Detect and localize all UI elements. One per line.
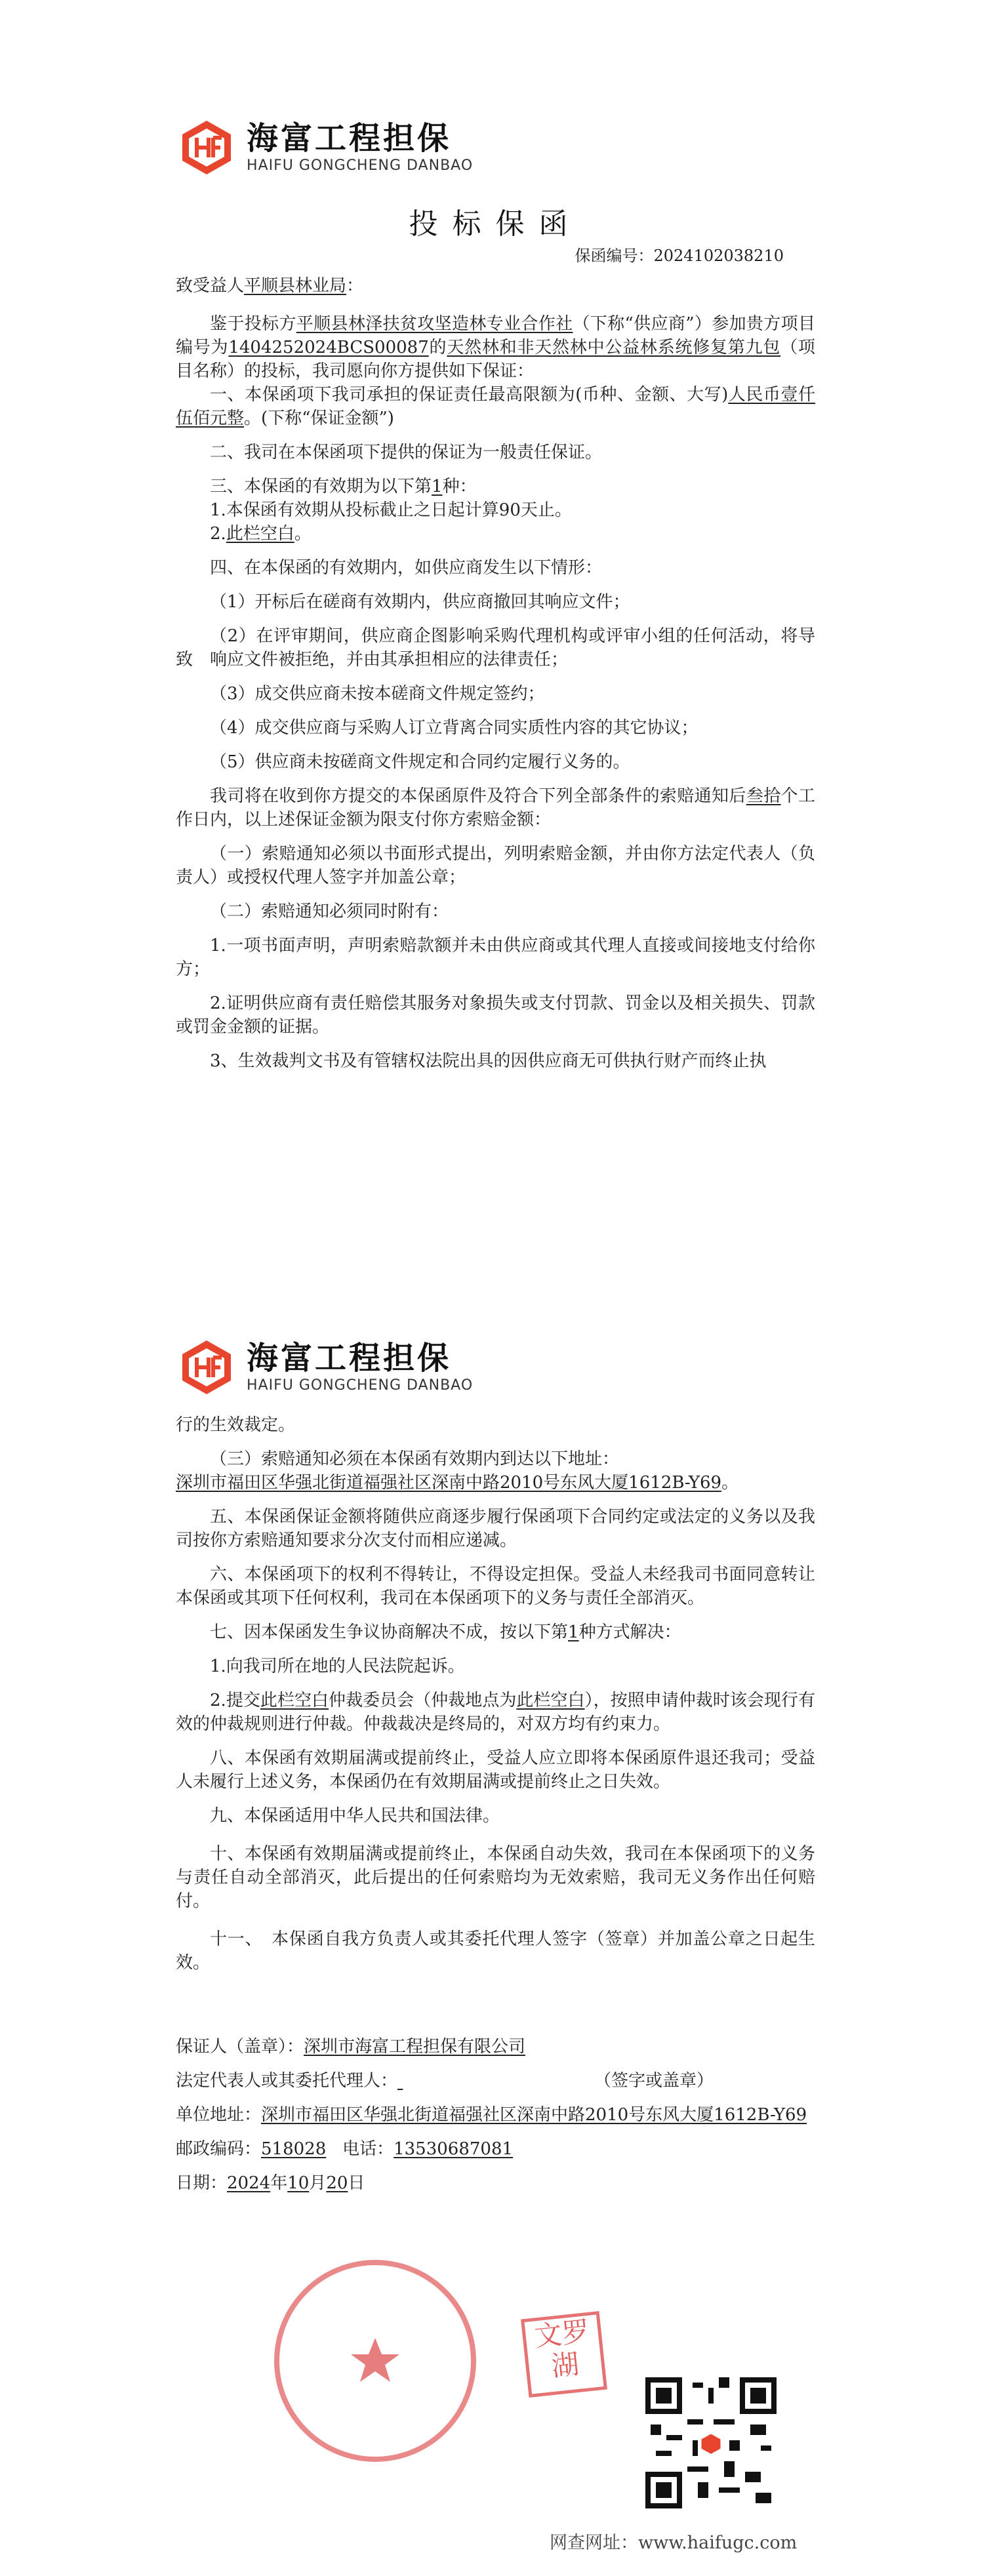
- clause-10: 十、本保函有效期届满或提前终止，本保函自动失效，我司在本保函项下的义务与责任自动全部消灭，此后提出的任何索赔均为无效索赔，我司无义务作出任何赔付。: [176, 1844, 815, 1911]
- document-title: 投标保函: [409, 207, 582, 241]
- guarantee-number-value: 2024102038210: [653, 247, 784, 265]
- representative-line: 法定代表人或其委托代理人： （签字或盖章）: [176, 2071, 714, 2091]
- claim-attachment-1: 1.一项书面声明，声明索赔款额并未由供应商或其代理人直接或间接地支付给你方；: [176, 936, 815, 979]
- logo-english-name: HAIFU GONGCHENG DANBAO: [247, 157, 474, 174]
- phone-number: 13530687081: [394, 2139, 514, 2159]
- project-number: 1404252024BCS00087: [228, 338, 429, 357]
- clause-4: 四、在本保函的有效期内，如供应商发生以下情形：: [210, 558, 603, 578]
- date-year: 2024: [227, 2173, 271, 2193]
- verification-website: 网查网址：www.haifugc.com: [550, 2533, 798, 2553]
- date-month: 10: [287, 2173, 310, 2193]
- guarantee-amount: 人民币壹仟伍佰元整: [176, 385, 815, 428]
- clause-9: 九、本保函适用中华人民共和国法律。: [210, 1806, 500, 1826]
- guarantee-number-label: 保函编号：: [575, 247, 654, 265]
- guarantor-name: 深圳市海富工程担保有限公司: [304, 2037, 526, 2057]
- clause-3-option-1: 1.本保函有效期从投标截止之日起计算90天止。: [210, 500, 572, 520]
- clause-7: 七、因本保函发生争议协商解决不成，按以下第1种方式解决：: [210, 1622, 681, 1642]
- company-logo-page-2: [177, 1338, 473, 1397]
- qr-code-icon: [645, 2377, 777, 2508]
- clause-3: 三、本保函的有效期为以下第1种：: [210, 477, 477, 496]
- claim-condition-3: （三）索赔通知必须在本保函有效期内到达以下地址：: [210, 1449, 620, 1469]
- contact-line: 邮政编码：518028 电话：13530687081: [176, 2139, 514, 2159]
- guarantor-line: 保证人（盖章）：深圳市海富工程担保有限公司: [176, 2037, 526, 2057]
- logo-chinese-name: 海富工程担保: [247, 1340, 452, 1377]
- claim-paragraph: 我司将在收到你方提交的本保函原件及符合下列全部条件的索赔通知后叁拾个工作日内，以上述保证金额为限支付你方索赔金额：: [176, 786, 815, 830]
- clause-4-case-4: （4）成交供应商与采购人订立背离合同实质性内容的其它协议；: [210, 718, 698, 738]
- claim-condition-1: （一）索赔通知必须以书面形式提出，列明索赔金额，并由你方法定代表人（负责人）或授权代理人签字并加盖公章；: [176, 844, 815, 887]
- haifu-logo-icon: [177, 118, 236, 177]
- clause-3-option-2: 2.此栏空白。: [210, 524, 312, 544]
- date-line: 日期：2024年10月20日: [176, 2173, 365, 2193]
- haifu-logo-icon: [177, 1338, 236, 1397]
- clause-1: 一、本保函项下我司承担的保证责任最高限额为(币种、金额、大写)人民币壹仟伍佰元整。(下称“保证金额”): [176, 385, 815, 428]
- representative-seal-stamp: 文罗湖: [521, 2311, 607, 2398]
- claim-attachment-3: 3、生效裁判文书及有管辖权法院出具的因供应商无可供执行财产而终止执: [210, 1051, 767, 1071]
- claim-days: 叁拾: [746, 786, 781, 806]
- company-seal-stamp: [270, 2256, 480, 2466]
- clause-7-option-2: 2.提交此栏空白仲裁委员会（仲裁地点为此栏空白），按照申请仲裁时该会现行有效的仲裁规则进行仲裁。仲裁裁决是终局的，对双方均有约束力。: [176, 1691, 815, 1734]
- guarantee-page-1: [0, 0, 991, 1285]
- claim-address: 深圳市福田区华强北街道福强社区深南中路2010号东风大厦1612B-Y69。: [176, 1473, 739, 1493]
- clause-7-option-1: 1.向我司所在地的人民法院起诉。: [210, 1657, 465, 1676]
- postal-code: 518028: [261, 2139, 327, 2159]
- clause-11: 十一、 本保函自我方负责人或其委托代理人签字（签章）并加盖公章之日起生效。: [176, 1929, 815, 1973]
- company-logo: [177, 118, 473, 177]
- logo-chinese-name: 海富工程担保: [247, 120, 452, 157]
- clause-8: 八、本保函有效期届满或提前终止，受益人应立即将本保函原件退还我司；受益人未履行上述义务，本保函仍在有效期届满或提前终止之日失效。: [176, 1748, 815, 1792]
- date-day: 20: [326, 2173, 348, 2193]
- validity-choice: 1: [432, 477, 443, 496]
- clause-4-case-3: （3）成交供应商未按本磋商文件规定签约；: [210, 684, 545, 704]
- clause-2: 二、我司在本保函项下提供的保证为一般责任保证。: [210, 443, 603, 462]
- unit-address: 深圳市福田区华强北街道福强社区深南中路2010号东风大厦1612B-Y69: [261, 2105, 807, 2125]
- claim-address-value: 深圳市福田区华强北街道福强社区深南中路2010号东风大厦1612B-Y69: [176, 1473, 722, 1493]
- clause-6: 六、本保函项下的权利不得转让，不得设定担保。受益人未经我司书面同意转让本保函或其项下任何权利，我司在本保函项下的义务与责任全部消灭。: [176, 1565, 815, 1608]
- clause-4-case-2: （2）在评审期间，供应商企图影响采购代理机构或评审小组的任何活动，将导致 响应文件被拒绝，并由其承担相应的法律责任；: [176, 626, 815, 670]
- claim-condition-2: （二）索赔通知必须同时附有：: [210, 902, 449, 921]
- logo-english-name: HAIFU GONGCHENG DANBAO: [247, 1377, 474, 1394]
- clause-4-case-1: （1）开标后在磋商有效期内，供应商撤回其响应文件；: [210, 592, 630, 612]
- page1-body: [176, 274, 815, 1073]
- claim-attachment-2: 2.证明供应商有责任赔偿其服务对象损失或支付罚款、罚金以及相关损失、罚款或罚金金额的证据。: [176, 994, 815, 1037]
- page2-body: [176, 1413, 815, 2195]
- intro-paragraph: 鉴于投标方平顺县林泽扶贫攻坚造林专业合作社（下称“供应商”）参加贵方项目编号为1404252024BCS00087的天然林和非天然林中公益林系统修复第九包（项目名称）的投标，我司愿向你方提供如下保证：: [176, 314, 815, 381]
- clause-5: 五、本保函保证金额将随供应商逐步履行保函项下合同约定或法定的义务以及我司按你方索赔通知要求分次支付而相应递减。: [176, 1507, 815, 1550]
- clause-4-case-5: （5）供应商未按磋商文件规定和合同约定履行义务的。: [210, 752, 630, 772]
- project-name: 天然林和非天然林中公益林系统修复第九包: [447, 338, 781, 357]
- beneficiary-name: 平顺县林业局: [244, 276, 347, 296]
- addressee-line: 致受益人平顺县林业局：: [176, 276, 364, 296]
- unit-address-line: 单位地址：深圳市福田区华强北街道福强社区深南中路2010号东风大厦1612B-Y69: [176, 2105, 807, 2125]
- continuation-line: 行的生效裁定。: [176, 1415, 296, 1435]
- bidder-name: 平顺县林泽扶贫攻坚造林专业合作社: [296, 314, 573, 334]
- guarantee-number: [575, 243, 784, 266]
- dispute-choice: 1: [568, 1622, 579, 1642]
